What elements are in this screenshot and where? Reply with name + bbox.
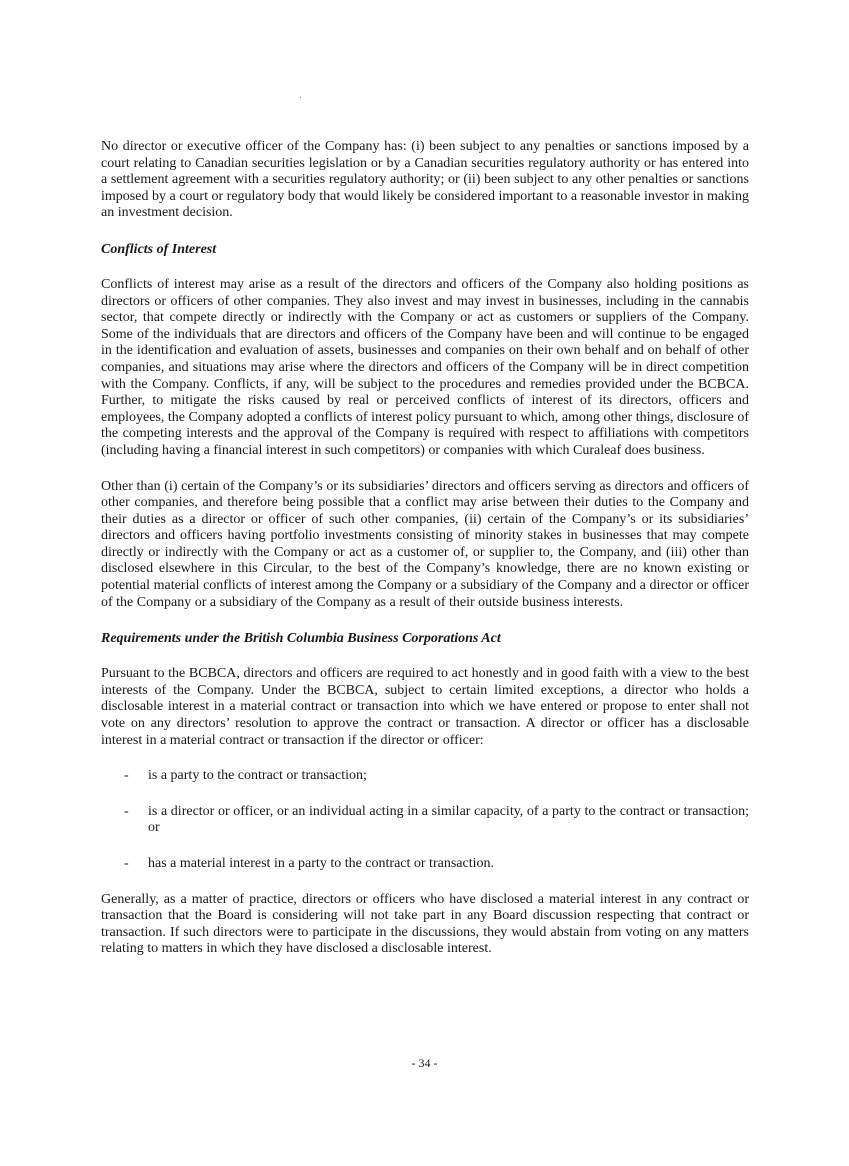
bullet-dash: - — [124, 803, 129, 819]
heading-bcbca-requirements: Requirements under the British Columbia Business Corporations Act — [101, 631, 501, 647]
paragraph-other-than: Other than (i) certain of the Company’s or its subsidiaries’ directors and officers serving as directors and officers of other companies, and therefore being possible that a conflict may arise between their duties to the Company and their duties as a director or officer of such other companies, (ii) certain of the Company’s or its subsidiaries’ directors and officers having portfolio investments consisting of minority stakes in businesses that may compete directly or indirectly with the Company or act as a customer of, or supplier to, the Company, and (iii) other than disclosed elsewhere in this Circular, to the best of the Company’s knowledge, there are no known existing or potential material conflicts of interest among the Company or a subsidiary of the Company and a director or officer of the Company or a subsidiary of the Company as a result of their outside business interests. — [101, 478, 749, 610]
paragraph-no-penalties: No director or executive officer of the Company has: (i) been subject to any penalties or sanctions imposed by a court relating to Canadian securities legislation or by a Canadian securities regulatory authority or has entered into a settlement agreement with a securities regulatory authority; or (ii) been subject to any other penalties or sanctions imposed by a court or regulatory body that would likely be considered important to a reasonable investor in making an investment decision. — [101, 139, 749, 221]
disclosable-interest-list — [101, 768, 749, 872]
list-item — [101, 856, 749, 873]
list-item-text: is a party to the contract or transaction; — [148, 768, 367, 784]
list-item-text: has a material interest in a party to the contract or transaction. — [148, 856, 494, 871]
paragraph-generally: Generally, as a matter of practice, directors or officers who have disclosed a material interest in any contract or transaction that the Board is considering will not take part in any Board discussion respecting that contract or transaction. If such directors were to participate in the discussions, they would abstain from voting on any matters relating to matters in which they have disclosed a disclosable interest. — [101, 891, 749, 957]
list-item — [101, 768, 749, 785]
paragraph-conflicts-policy: Conflicts of interest may arise as a result of the directors and officers of the Company also holding positions as directors or officers of other companies. They also invest and may invest in businesses, including in the cannabis sector, that compete directly or indirectly with the Company or act as customers or suppliers of the Company. Some of the individuals that are directors and officers of the Company have been and will continue to be engaged in the identification and evaluation of assets, businesses and companies on their own behalf and on behalf of other companies, and situations may arise where the directors and officers of the Company will be in direct competition with the Company. Conflicts, if any, will be subject to the procedures and remedies provided under the BCBCA. Further, to mitigate the risks caused by real or perceived conflicts of interest of its directors, officers and employees, the Company adopted a conflicts of interest policy pursuant to which, among other things, disclosure of the competing interests and the approval of the Company is required with respect to affiliations with competitors (including having a financial interest in such competitors) or companies with which Curaleaf does business. — [101, 276, 749, 458]
paragraph-bcbca-pursuant: Pursuant to the BCBCA, directors and officers are required to act honestly and in good faith with a view to the best interests of the Company. Under the BCBCA, subject to certain limited exceptions, a director who holds a disclosable interest in a material contract or transaction into which we have entered or propose to enter shall not vote on any directors’ resolution to approve the contract or transaction. A director or officer has a disclosable interest in a material contract or transaction if the director or officer: — [101, 666, 749, 748]
list-item-text: is a director or officer, or an individual acting in a similar capacity, of a party to the contract or transaction; or — [148, 803, 749, 836]
document-page — [101, 139, 749, 958]
heading-conflicts-of-interest: Conflicts of Interest — [101, 241, 217, 257]
list-item — [101, 804, 749, 837]
bullet-dash: - — [124, 768, 129, 784]
bullet-dash: - — [124, 856, 129, 871]
page-number: - 34 - — [411, 1056, 438, 1070]
scan-artifact-dot — [300, 97, 301, 98]
